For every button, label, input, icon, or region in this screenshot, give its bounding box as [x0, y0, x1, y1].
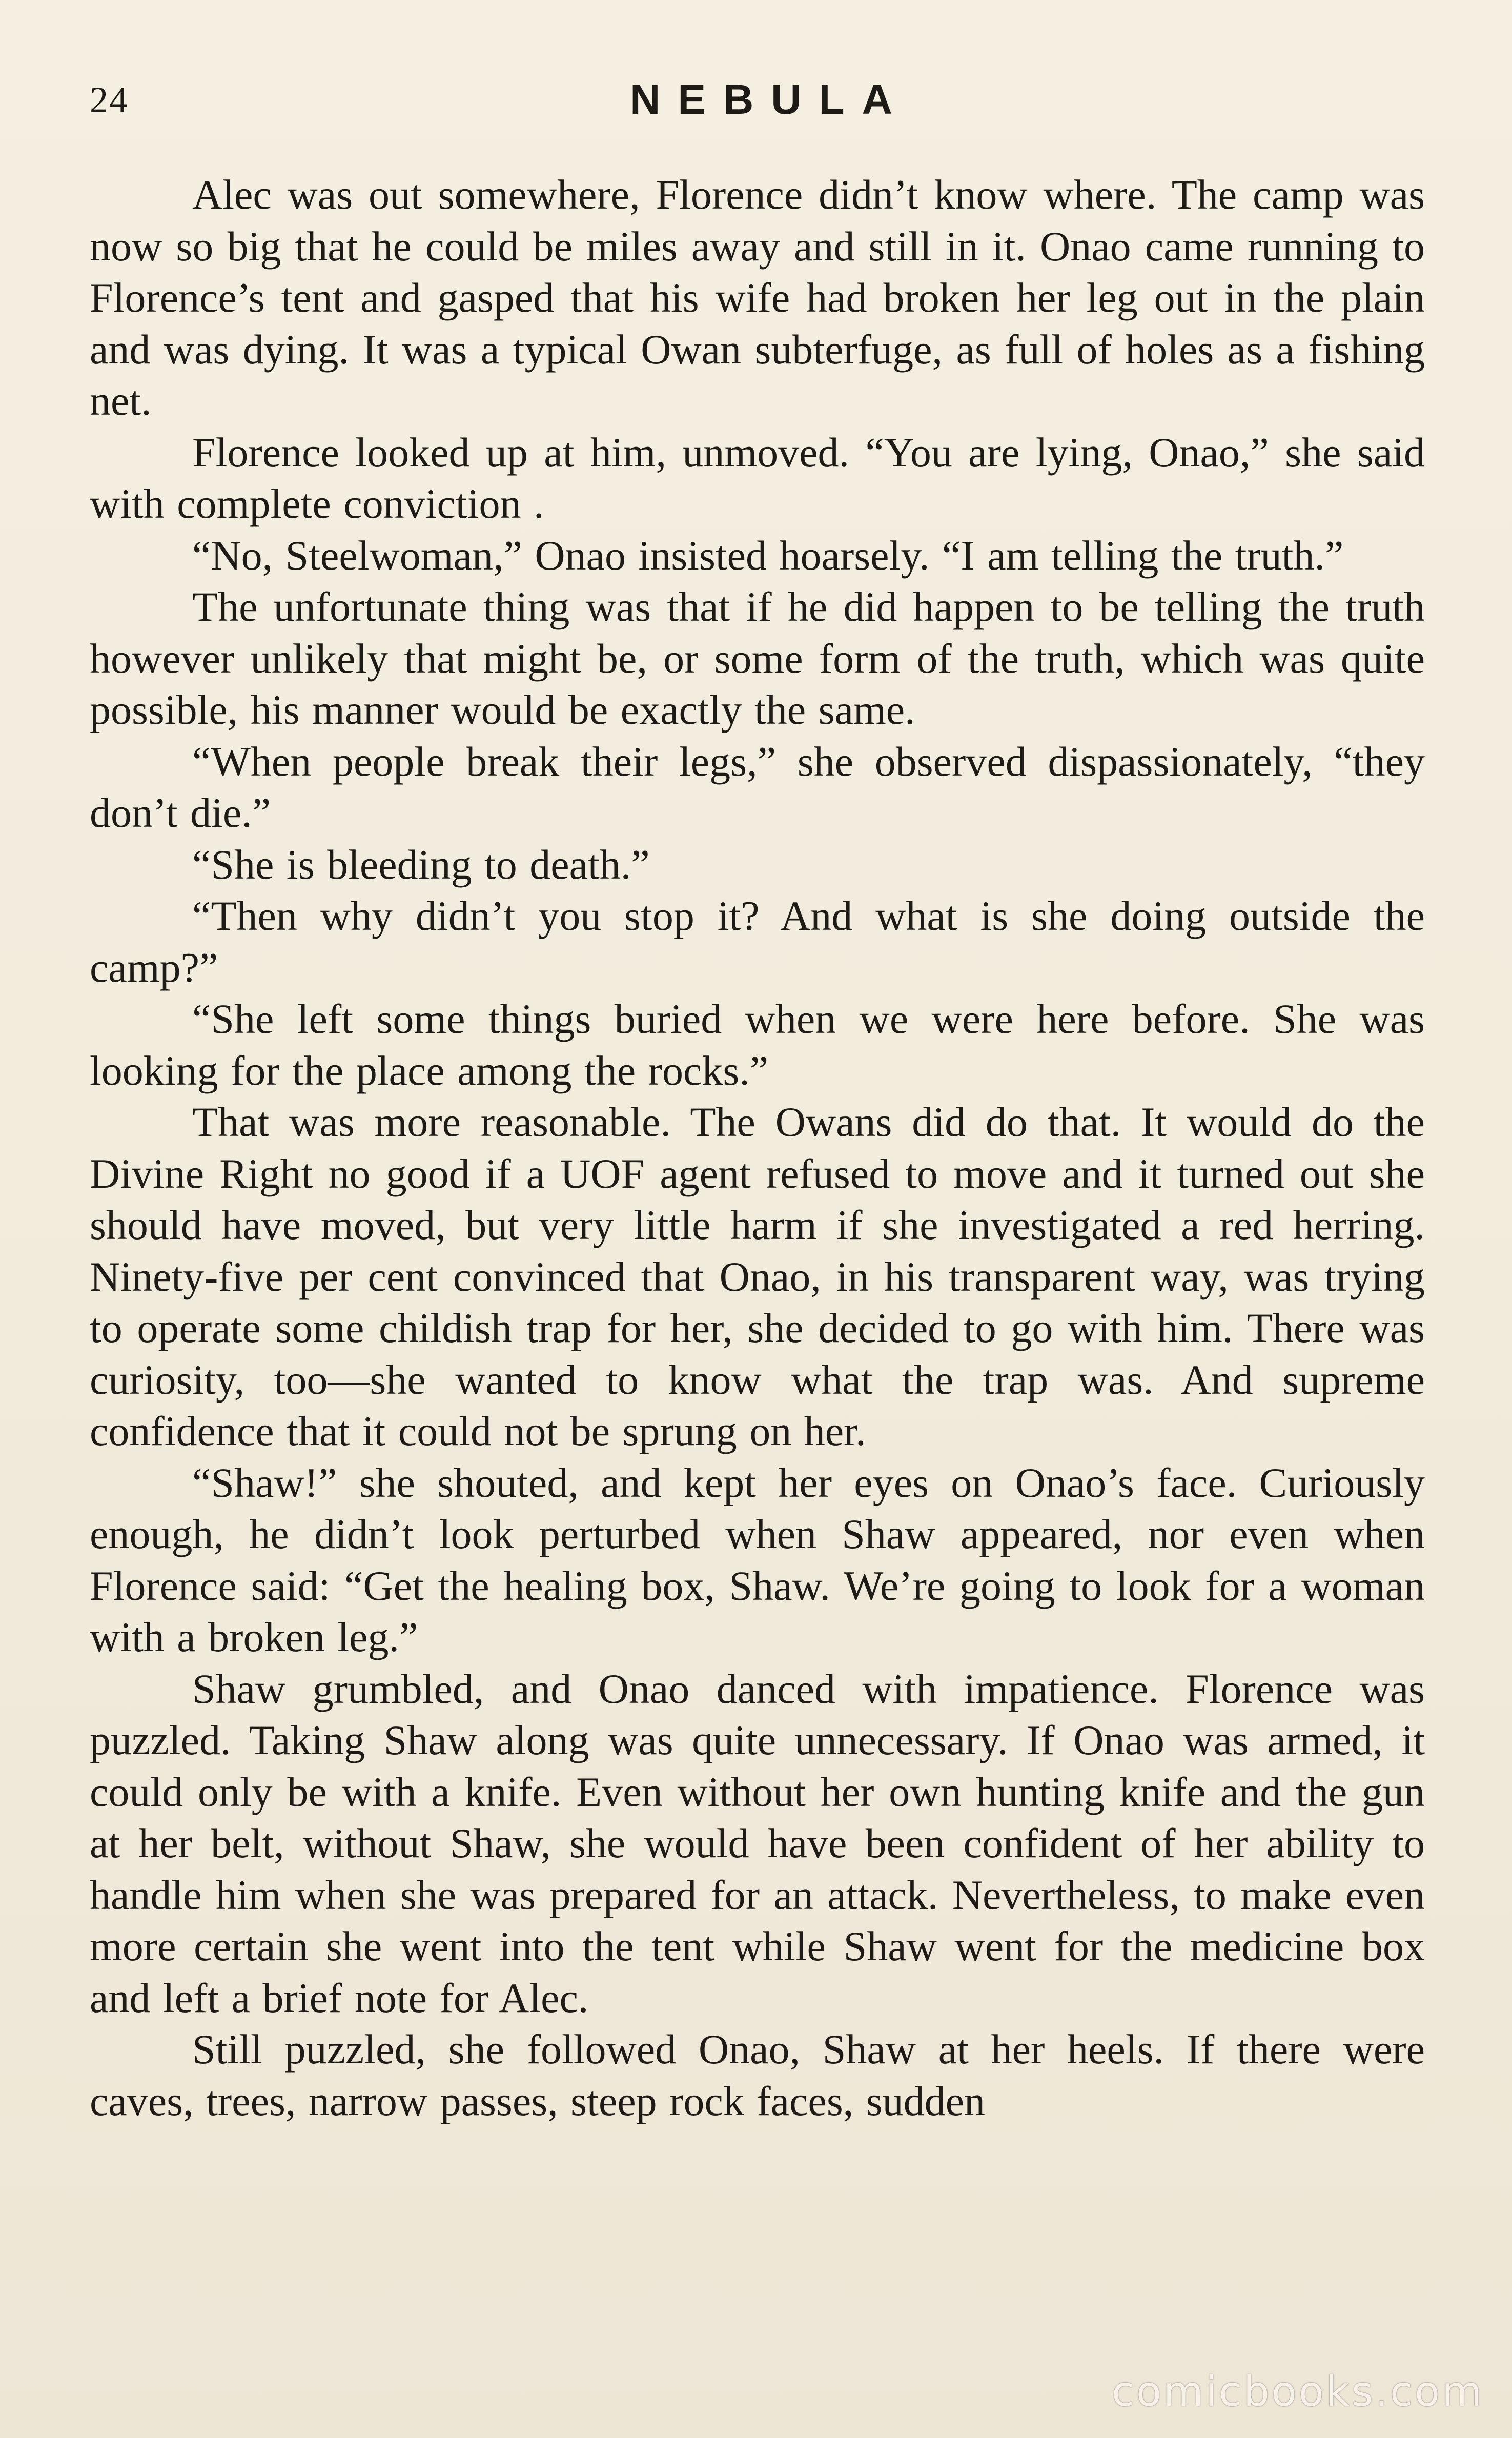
paragraph: “Then why didn’t you stop it? And what is she doing outside the camp?” — [90, 892, 1425, 991]
source-watermark: comicbooks.com — [1111, 2368, 1484, 2415]
paragraph: Florence looked up at him, unmoved. “You are lying, Onao,” she said with complete conviction . — [90, 429, 1425, 527]
page-number: 24 — [90, 79, 129, 120]
paragraph: “When people break their legs,” she observed dispassionately, “they don’t die.” — [90, 738, 1425, 836]
paragraph: “No, Steelwoman,” Onao insisted hoarsely. “I am telling the truth.” — [192, 532, 1344, 579]
story-text — [90, 169, 1425, 2127]
paragraph: “She left some things buried when we were here before. She was looking for the place among the rocks.” — [90, 995, 1425, 1094]
running-head-title: NEBULA — [630, 76, 910, 123]
paragraph: That was more reasonable. The Owans did do that. It would do the Divine Right no good if a UOF agent refused to move and it turned out she should have moved, but very little harm if she investigated a red herring. Ninety-five per cent convinced that Onao, in his transparent way, was trying to operate some childish trap for her, she decided to go with him. There was curiosity, too—she wanted to know what the trap was. And supreme confidence that it could not be sprung on her. — [90, 1099, 1425, 1454]
paragraph: Still puzzled, she followed Onao, Shaw at her heels. If there were caves, trees, narrow passes, steep rock faces, sudden — [90, 2026, 1425, 2124]
paragraph: Shaw grumbled, and Onao danced with impatience. Florence was puzzled. Taking Shaw along was quite unnecessary. If Onao was armed, it could only be with a knife. Even without her own hunting knife and the gun at her belt, without Shaw, she would have been confident of her ability to handle him when she was prepared for an attack. Nevertheless, to make even more certain she went into the tent while Shaw went for the medicine box and left a brief note for Alec. — [90, 1665, 1425, 2021]
paragraph: Alec was out somewhere, Florence didn’t know where. The camp was now so big that he could be miles away and still in it. Onao came running to Florence’s tent and gasped that his wife had broken her leg out in the plain and was dying. It was a typical Owan subterfuge, as full of holes as a fishing net. — [90, 171, 1425, 424]
paragraph: The unfortunate thing was that if he did happen to be telling the truth however unlikely that might be, or some form of the truth, which was quite possible, his manner would be exactly the same. — [90, 583, 1425, 733]
page-header — [90, 72, 1433, 128]
paragraph: “She is bleeding to death.” — [192, 841, 650, 888]
paragraph: “Shaw!” she shouted, and kept her eyes on Onao’s face. Curiously enough, he didn’t look perturbed when Shaw appeared, nor even when Florence said: “Get the healing box, Shaw. We’re going to look for a woman with a broken leg.” — [90, 1459, 1425, 1660]
